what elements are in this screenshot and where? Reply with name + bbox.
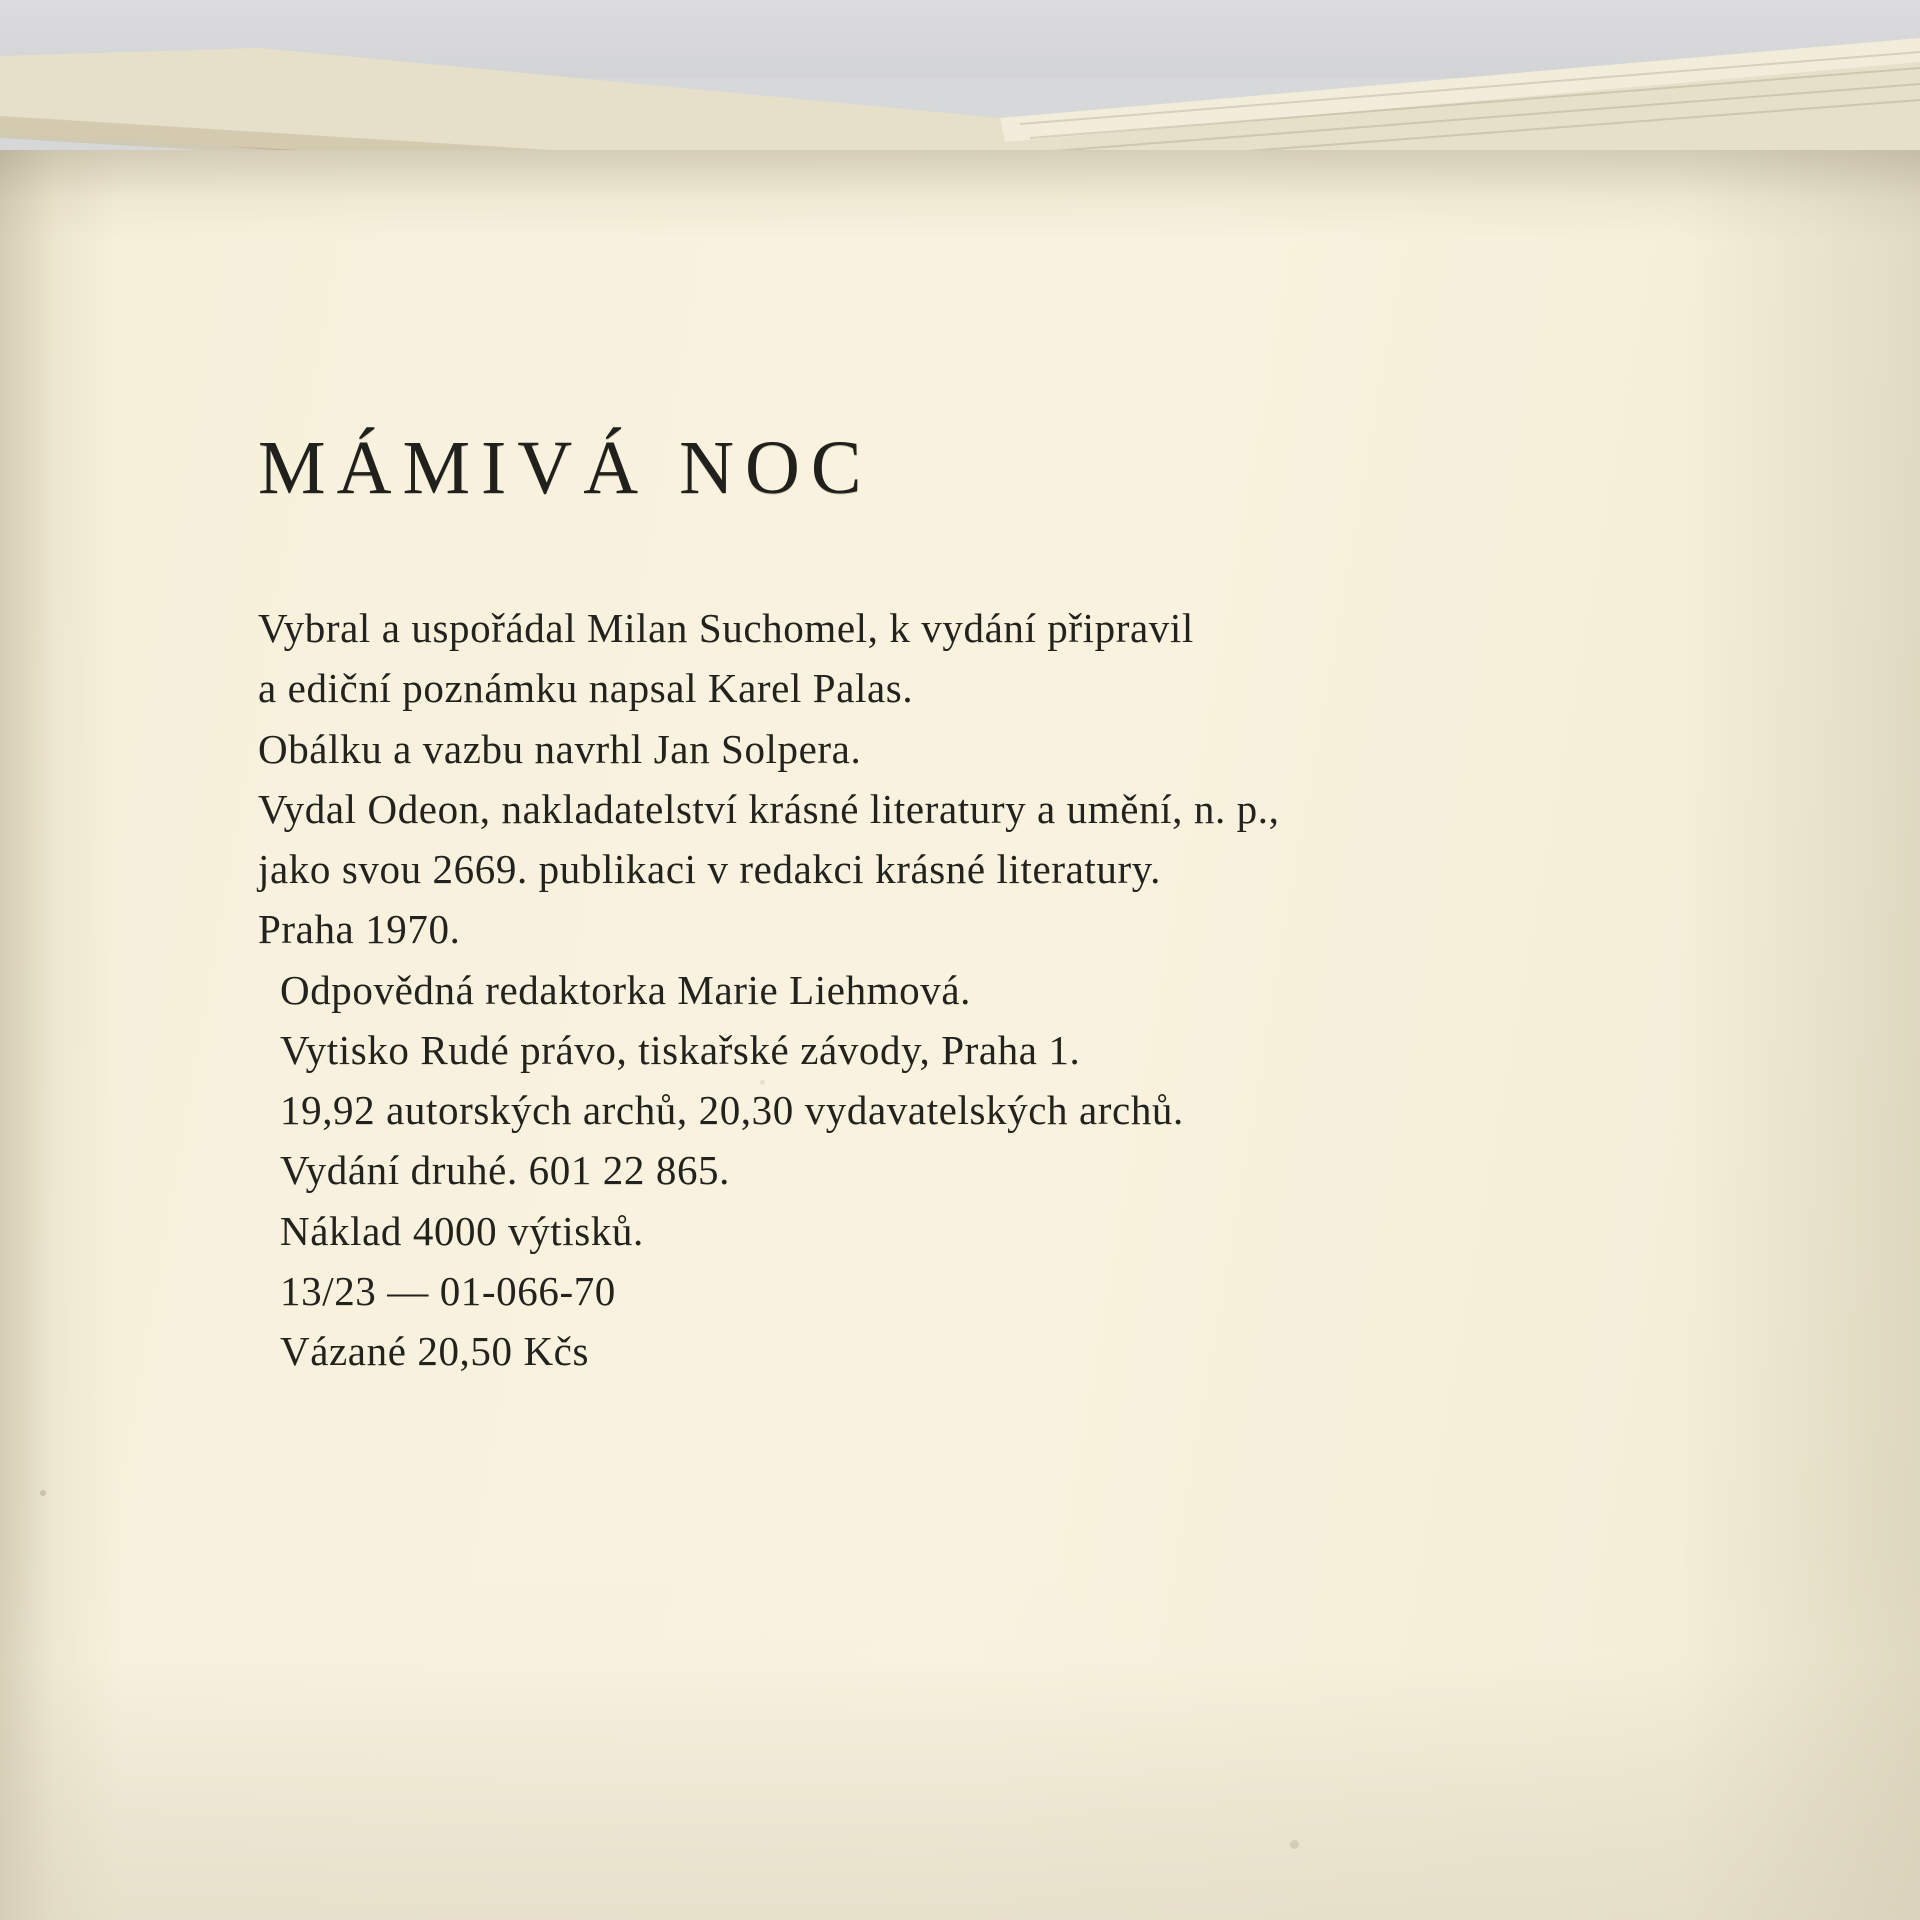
- page-title: MÁMIVÁ NOC: [258, 426, 873, 510]
- imprint-line: Náklad 4000 výtisků.: [280, 1207, 644, 1254]
- imprint-line: Vybral a uspořádal Milan Suchomel, k vydání připravil: [258, 605, 1194, 651]
- imprint-line: Odpovědná redaktorka Marie Liehmová.: [280, 966, 972, 1013]
- imprint-line: Vydání druhé. 601 22 865.: [280, 1147, 731, 1194]
- imprint-line: Praha 1970.: [258, 906, 461, 953]
- imprint-line: a ediční poznámku napsal Karel Palas.: [258, 665, 914, 712]
- paper-speck: [1290, 1840, 1299, 1849]
- imprint-line: Vydal Odeon, nakladatelství krásné literatury a umění, n. p.,: [258, 785, 1280, 832]
- paper-speck: [40, 1490, 46, 1496]
- imprint-line: Vytisko Rudé právo, tiskařské závody, Praha 1.: [280, 1026, 1081, 1073]
- imprint-line: 19,92 autorských archů, 20,30 vydavatelských archů.: [280, 1087, 1184, 1134]
- imprint-line: 13/23 — 01-066-70: [280, 1267, 616, 1314]
- imprint-line: Obálku a vazbu navrhl Jan Solpera.: [258, 725, 862, 772]
- page-top-shadow: [0, 150, 1920, 240]
- imprint-line: Vázané 20,50 Kčs: [280, 1328, 590, 1375]
- imprint-line: jako svou 2669. publikaci v redakci krásné literatury.: [258, 846, 1162, 893]
- colophon-block: [258, 426, 1498, 1381]
- page-bottom-shadow: [0, 1660, 1920, 1920]
- page-left-curl-shadow: [0, 150, 120, 1920]
- page-right-shadow: [1680, 150, 1920, 1920]
